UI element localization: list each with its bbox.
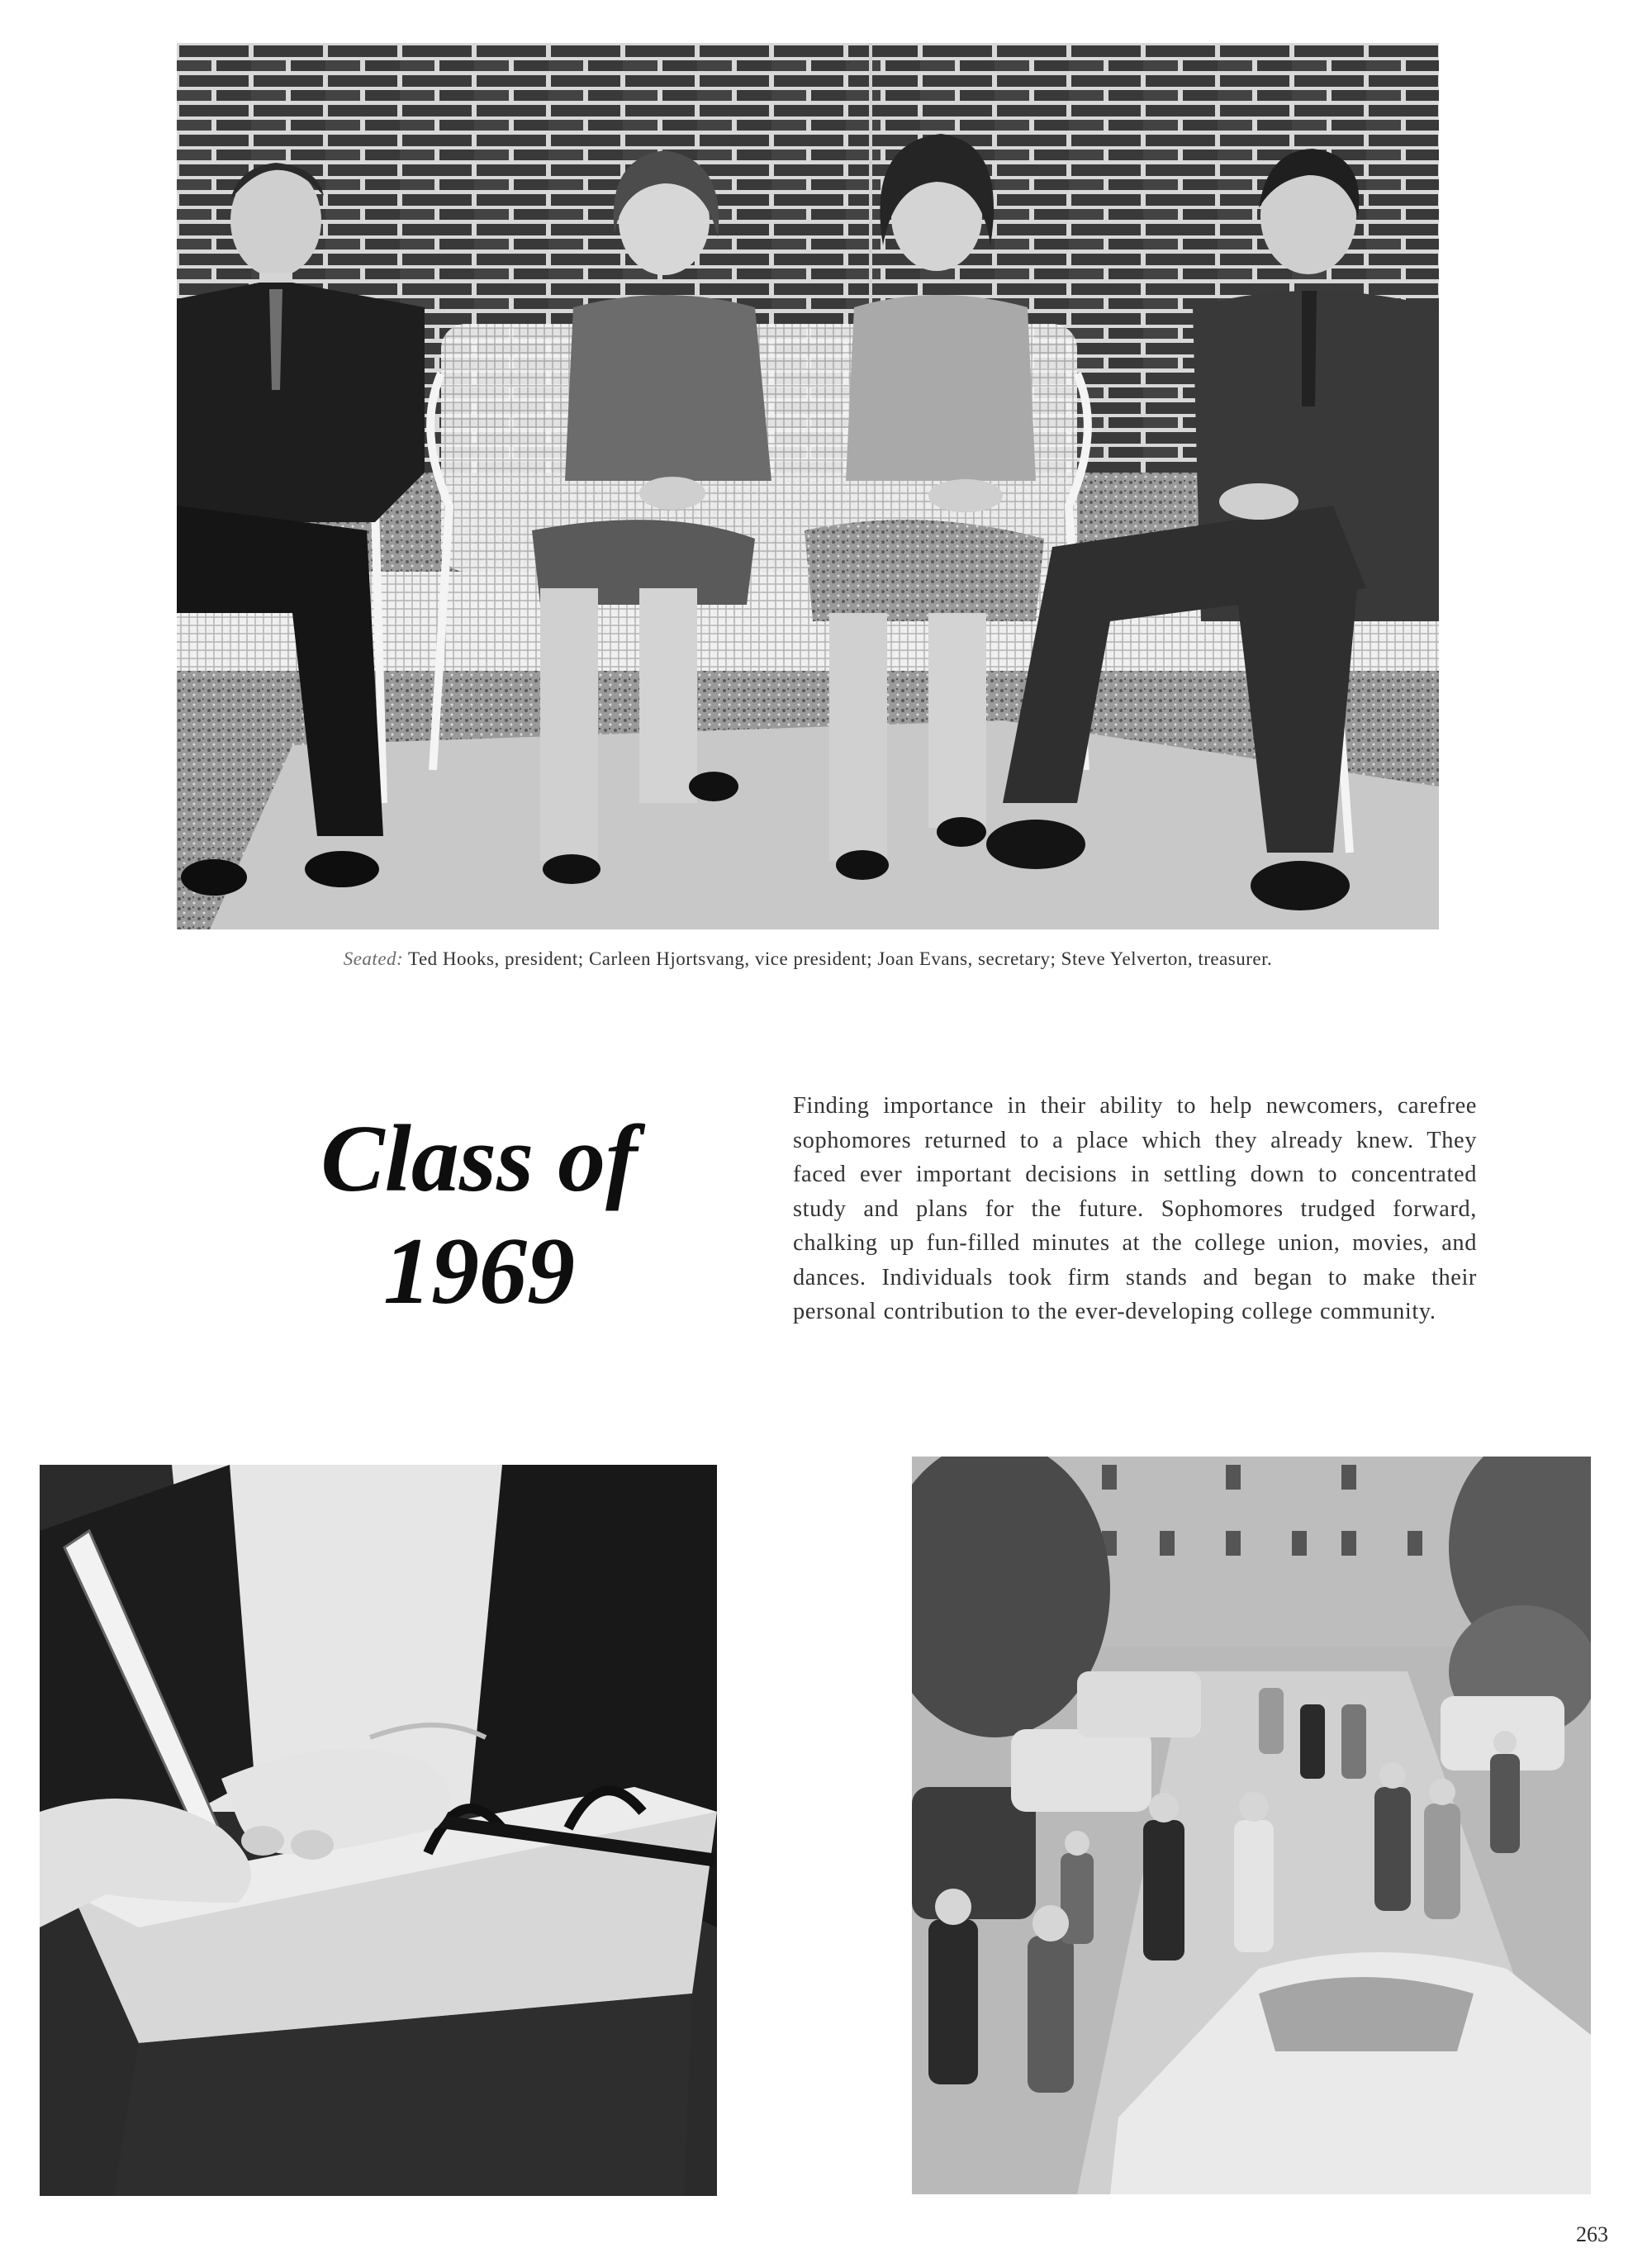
writing-photo (40, 1465, 717, 2196)
writing-illustration (40, 1465, 717, 2196)
campus-crowd-photo (912, 1457, 1591, 2194)
class-officers-photo (177, 43, 1439, 929)
caption-text: Ted Hooks, president; Carleen Hjortsvang, vice president; Joan Evans, secretary; Steve Yelverton, treasurer. (408, 948, 1273, 969)
class-officers-illustration (177, 43, 1439, 929)
heading-line-1: Class of (320, 1106, 638, 1212)
photo-caption (177, 948, 1439, 970)
campus-crowd-illustration (912, 1457, 1591, 2194)
caption-lead: Seated: (343, 948, 404, 969)
body-paragraph: Finding importance in their ability to help newcomers, carefree sophomores returned to a place which they already knew. They faced ever important decisions in settling down to concentrated study and plans for the future. Sophomores trudged forward, chalking up fun-filled minutes at the college union, movies, and dances. Individuals took firm stands and began to make their personal contribution to the ever-developing college community. (793, 1093, 1477, 1324)
page-heading (132, 1103, 826, 1328)
page-number: 263 (1576, 2222, 1608, 2246)
heading-line-2: 1969 (383, 1219, 575, 1324)
